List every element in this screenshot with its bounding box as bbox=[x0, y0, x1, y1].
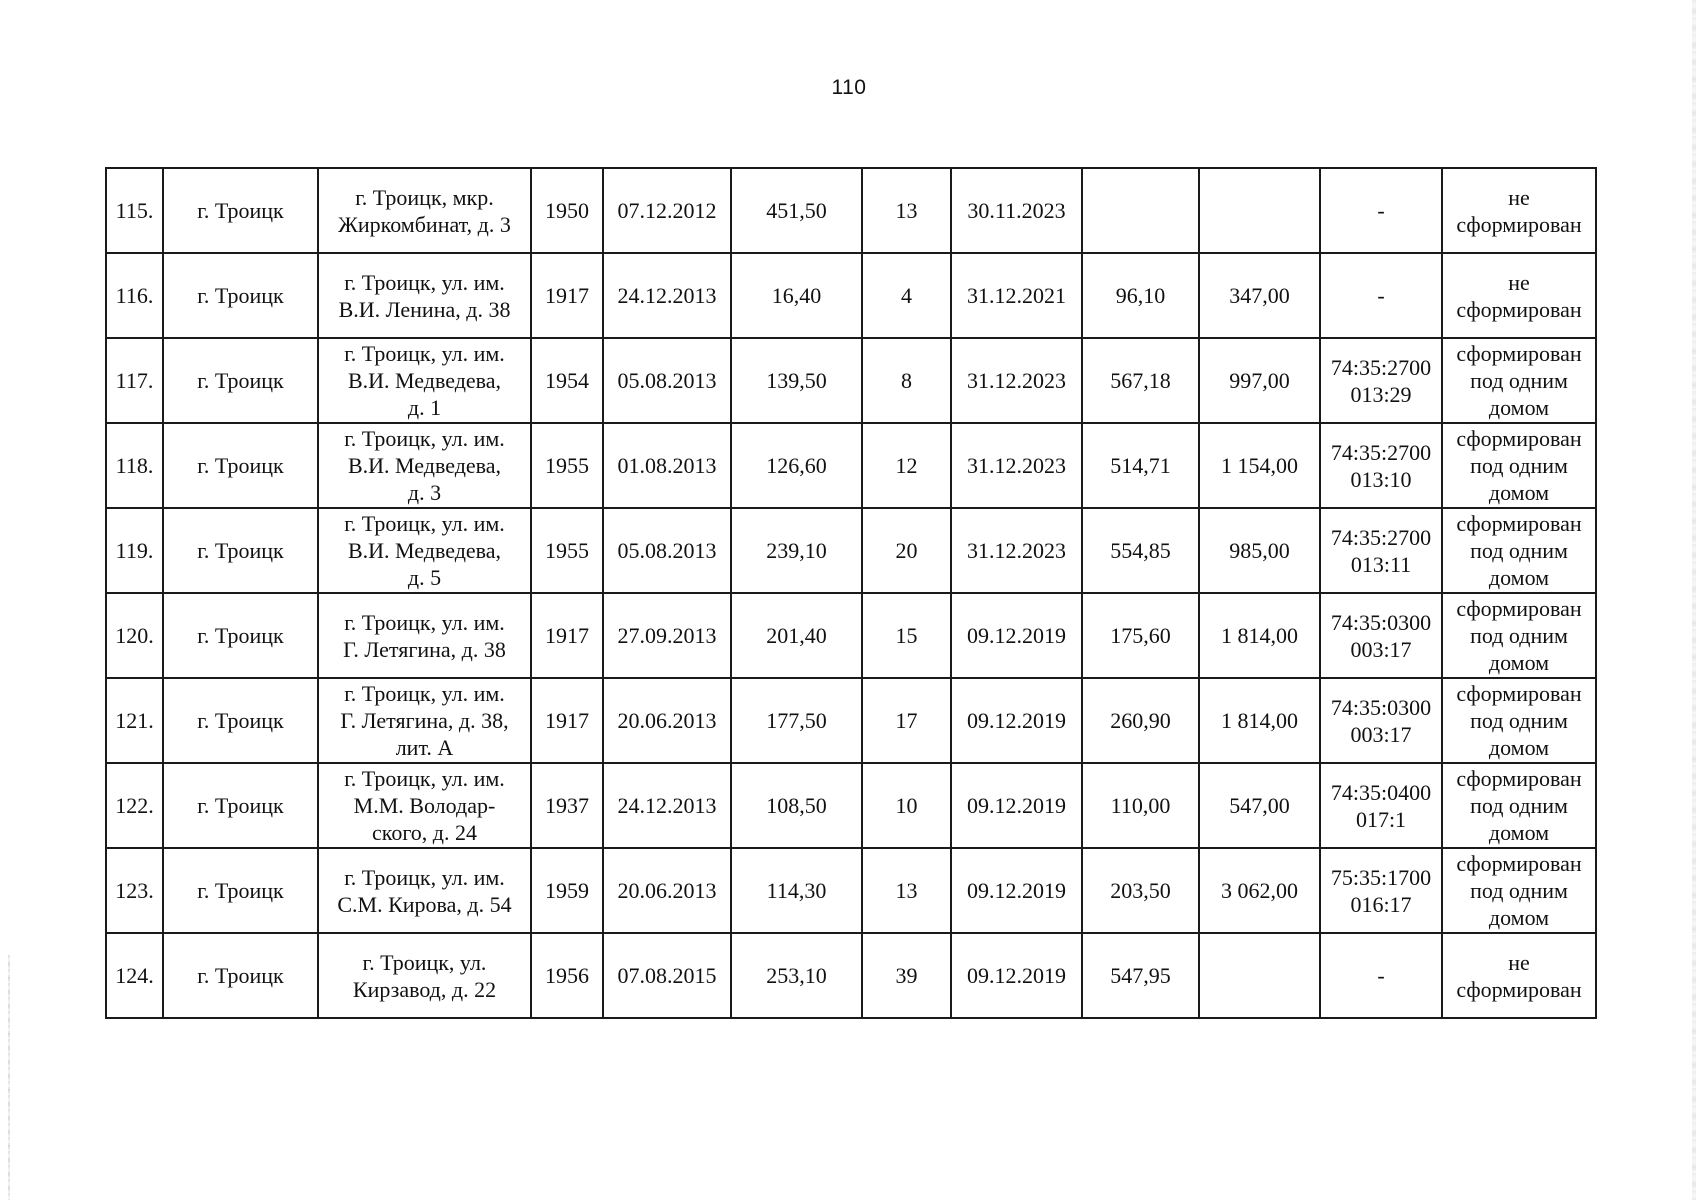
cell-row-number: 122. bbox=[106, 763, 163, 848]
cell-year-built: 1950 bbox=[531, 168, 603, 253]
cell-recognition-date: 07.08.2015 bbox=[603, 933, 731, 1018]
cell-land-area: 175,60 bbox=[1082, 593, 1199, 678]
cell-value: 997,00 bbox=[1199, 338, 1320, 423]
cell-land-area: 514,71 bbox=[1082, 423, 1199, 508]
cell-recognition-date: 20.06.2013 bbox=[603, 848, 731, 933]
table-row bbox=[106, 763, 1596, 848]
table-row bbox=[106, 848, 1596, 933]
cell-land-status: сформирован под одним домом bbox=[1442, 593, 1596, 678]
table-body bbox=[106, 168, 1596, 1018]
cell-area: 201,40 bbox=[731, 593, 862, 678]
cell-land-status: не сформирован bbox=[1442, 168, 1596, 253]
cell-cadastral-number: - bbox=[1320, 253, 1442, 338]
cell-address: г. Троицк, мкр. Жиркомбинат, д. 3 bbox=[318, 168, 531, 253]
cell-city: г. Троицк bbox=[163, 423, 318, 508]
cell-cadastral-number: 74:35:0400 017:1 bbox=[1320, 763, 1442, 848]
cell-city: г. Троицк bbox=[163, 338, 318, 423]
cell-value bbox=[1199, 933, 1320, 1018]
table-row bbox=[106, 678, 1596, 763]
cell-city: г. Троицк bbox=[163, 678, 318, 763]
cell-year-built: 1955 bbox=[531, 508, 603, 593]
cell-residents: 13 bbox=[862, 848, 951, 933]
cell-city: г. Троицк bbox=[163, 763, 318, 848]
cell-recognition-date: 24.12.2013 bbox=[603, 253, 731, 338]
cell-address: г. Троицк, ул. им. В.И. Медведева, д. 1 bbox=[318, 338, 531, 423]
cell-year-built: 1956 bbox=[531, 933, 603, 1018]
table-row bbox=[106, 168, 1596, 253]
cell-value: 1 154,00 bbox=[1199, 423, 1320, 508]
cell-resettlement-deadline: 31.12.2021 bbox=[951, 253, 1082, 338]
cell-recognition-date: 27.09.2013 bbox=[603, 593, 731, 678]
cell-residents: 4 bbox=[862, 253, 951, 338]
cell-address: г. Троицк, ул. им. В.И. Медведева, д. 3 bbox=[318, 423, 531, 508]
cell-address: г. Троицк, ул. им. Г. Летягина, д. 38 bbox=[318, 593, 531, 678]
cell-value bbox=[1199, 168, 1320, 253]
cell-address: г. Троицк, ул. им. М.М. Володар- ского, д. 24 bbox=[318, 763, 531, 848]
cell-address: г. Троицк, ул. им. В.И. Ленина, д. 38 bbox=[318, 253, 531, 338]
cell-row-number: 123. bbox=[106, 848, 163, 933]
cell-year-built: 1937 bbox=[531, 763, 603, 848]
cell-land-area: 547,95 bbox=[1082, 933, 1199, 1018]
cell-year-built: 1959 bbox=[531, 848, 603, 933]
cell-resettlement-deadline: 31.12.2023 bbox=[951, 338, 1082, 423]
cell-land-status: не сформирован bbox=[1442, 933, 1596, 1018]
cell-cadastral-number: - bbox=[1320, 933, 1442, 1018]
housing-registry-table bbox=[105, 167, 1597, 1019]
cell-area: 108,50 bbox=[731, 763, 862, 848]
cell-area: 139,50 bbox=[731, 338, 862, 423]
cell-cadastral-number: 74:35:0300 003:17 bbox=[1320, 593, 1442, 678]
cell-land-status: сформирован под одним домом bbox=[1442, 423, 1596, 508]
cell-address: г. Троицк, ул. им. Г. Летягина, д. 38, лит. А bbox=[318, 678, 531, 763]
cell-city: г. Троицк bbox=[163, 848, 318, 933]
cell-row-number: 120. bbox=[106, 593, 163, 678]
cell-city: г. Троицк bbox=[163, 593, 318, 678]
cell-residents: 13 bbox=[862, 168, 951, 253]
cell-area: 114,30 bbox=[731, 848, 862, 933]
cell-recognition-date: 05.08.2013 bbox=[603, 338, 731, 423]
cell-residents: 39 bbox=[862, 933, 951, 1018]
cell-city: г. Троицк bbox=[163, 508, 318, 593]
cell-residents: 8 bbox=[862, 338, 951, 423]
cell-resettlement-deadline: 09.12.2019 bbox=[951, 678, 1082, 763]
cell-resettlement-deadline: 31.12.2023 bbox=[951, 508, 1082, 593]
cell-residents: 15 bbox=[862, 593, 951, 678]
cell-resettlement-deadline: 09.12.2019 bbox=[951, 933, 1082, 1018]
cell-land-area bbox=[1082, 168, 1199, 253]
cell-city: г. Троицк bbox=[163, 168, 318, 253]
cell-land-area: 567,18 bbox=[1082, 338, 1199, 423]
cell-land-area: 110,00 bbox=[1082, 763, 1199, 848]
cell-value: 985,00 bbox=[1199, 508, 1320, 593]
cell-row-number: 116. bbox=[106, 253, 163, 338]
page-number: 110 bbox=[831, 76, 867, 99]
cell-land-area: 203,50 bbox=[1082, 848, 1199, 933]
cell-land-status: сформирован под одним домом bbox=[1442, 338, 1596, 423]
cell-area: 177,50 bbox=[731, 678, 862, 763]
cell-address: г. Троицк, ул. им. С.М. Кирова, д. 54 bbox=[318, 848, 531, 933]
cell-residents: 10 bbox=[862, 763, 951, 848]
cell-land-area: 260,90 bbox=[1082, 678, 1199, 763]
cell-year-built: 1955 bbox=[531, 423, 603, 508]
cell-cadastral-number: 74:35:2700 013:11 bbox=[1320, 508, 1442, 593]
cell-land-area: 554,85 bbox=[1082, 508, 1199, 593]
cell-cadastral-number: 74:35:2700 013:29 bbox=[1320, 338, 1442, 423]
cell-city: г. Троицк bbox=[163, 253, 318, 338]
table-row bbox=[106, 593, 1596, 678]
cell-residents: 17 bbox=[862, 678, 951, 763]
cell-area: 451,50 bbox=[731, 168, 862, 253]
cell-row-number: 118. bbox=[106, 423, 163, 508]
cell-resettlement-deadline: 09.12.2019 bbox=[951, 593, 1082, 678]
cell-recognition-date: 01.08.2013 bbox=[603, 423, 731, 508]
cell-resettlement-deadline: 09.12.2019 bbox=[951, 848, 1082, 933]
cell-row-number: 124. bbox=[106, 933, 163, 1018]
scan-edge-artifact bbox=[1692, 0, 1696, 1200]
cell-value: 1 814,00 bbox=[1199, 678, 1320, 763]
cell-land-status: сформирован под одним домом bbox=[1442, 508, 1596, 593]
cell-address: г. Троицк, ул. им. В.И. Медведева, д. 5 bbox=[318, 508, 531, 593]
cell-cadastral-number: 75:35:1700 016:17 bbox=[1320, 848, 1442, 933]
cell-land-area: 96,10 bbox=[1082, 253, 1199, 338]
cell-area: 126,60 bbox=[731, 423, 862, 508]
cell-value: 1 814,00 bbox=[1199, 593, 1320, 678]
cell-cadastral-number: 74:35:2700 013:10 bbox=[1320, 423, 1442, 508]
cell-value: 3 062,00 bbox=[1199, 848, 1320, 933]
table-row bbox=[106, 423, 1596, 508]
cell-year-built: 1917 bbox=[531, 253, 603, 338]
cell-area: 239,10 bbox=[731, 508, 862, 593]
scan-edge-artifact bbox=[8, 955, 10, 1200]
cell-city: г. Троицк bbox=[163, 933, 318, 1018]
cell-land-status: сформирован под одним домом bbox=[1442, 678, 1596, 763]
cell-recognition-date: 07.12.2012 bbox=[603, 168, 731, 253]
cell-row-number: 115. bbox=[106, 168, 163, 253]
cell-resettlement-deadline: 30.11.2023 bbox=[951, 168, 1082, 253]
table-row bbox=[106, 508, 1596, 593]
cell-land-status: не сформирован bbox=[1442, 253, 1596, 338]
cell-land-status: сформирован под одним домом bbox=[1442, 763, 1596, 848]
table-row bbox=[106, 933, 1596, 1018]
table-row bbox=[106, 338, 1596, 423]
cell-area: 16,40 bbox=[731, 253, 862, 338]
cell-year-built: 1954 bbox=[531, 338, 603, 423]
cell-resettlement-deadline: 09.12.2019 bbox=[951, 763, 1082, 848]
cell-resettlement-deadline: 31.12.2023 bbox=[951, 423, 1082, 508]
cell-year-built: 1917 bbox=[531, 678, 603, 763]
cell-row-number: 121. bbox=[106, 678, 163, 763]
cell-address: г. Троицк, ул. Кирзавод, д. 22 bbox=[318, 933, 531, 1018]
cell-residents: 20 bbox=[862, 508, 951, 593]
cell-cadastral-number: 74:35:0300 003:17 bbox=[1320, 678, 1442, 763]
cell-area: 253,10 bbox=[731, 933, 862, 1018]
cell-residents: 12 bbox=[862, 423, 951, 508]
cell-cadastral-number: - bbox=[1320, 168, 1442, 253]
cell-recognition-date: 05.08.2013 bbox=[603, 508, 731, 593]
cell-land-status: сформирован под одним домом bbox=[1442, 848, 1596, 933]
cell-value: 547,00 bbox=[1199, 763, 1320, 848]
cell-recognition-date: 20.06.2013 bbox=[603, 678, 731, 763]
cell-row-number: 117. bbox=[106, 338, 163, 423]
cell-recognition-date: 24.12.2013 bbox=[603, 763, 731, 848]
cell-value: 347,00 bbox=[1199, 253, 1320, 338]
table-row bbox=[106, 253, 1596, 338]
cell-year-built: 1917 bbox=[531, 593, 603, 678]
cell-row-number: 119. bbox=[106, 508, 163, 593]
